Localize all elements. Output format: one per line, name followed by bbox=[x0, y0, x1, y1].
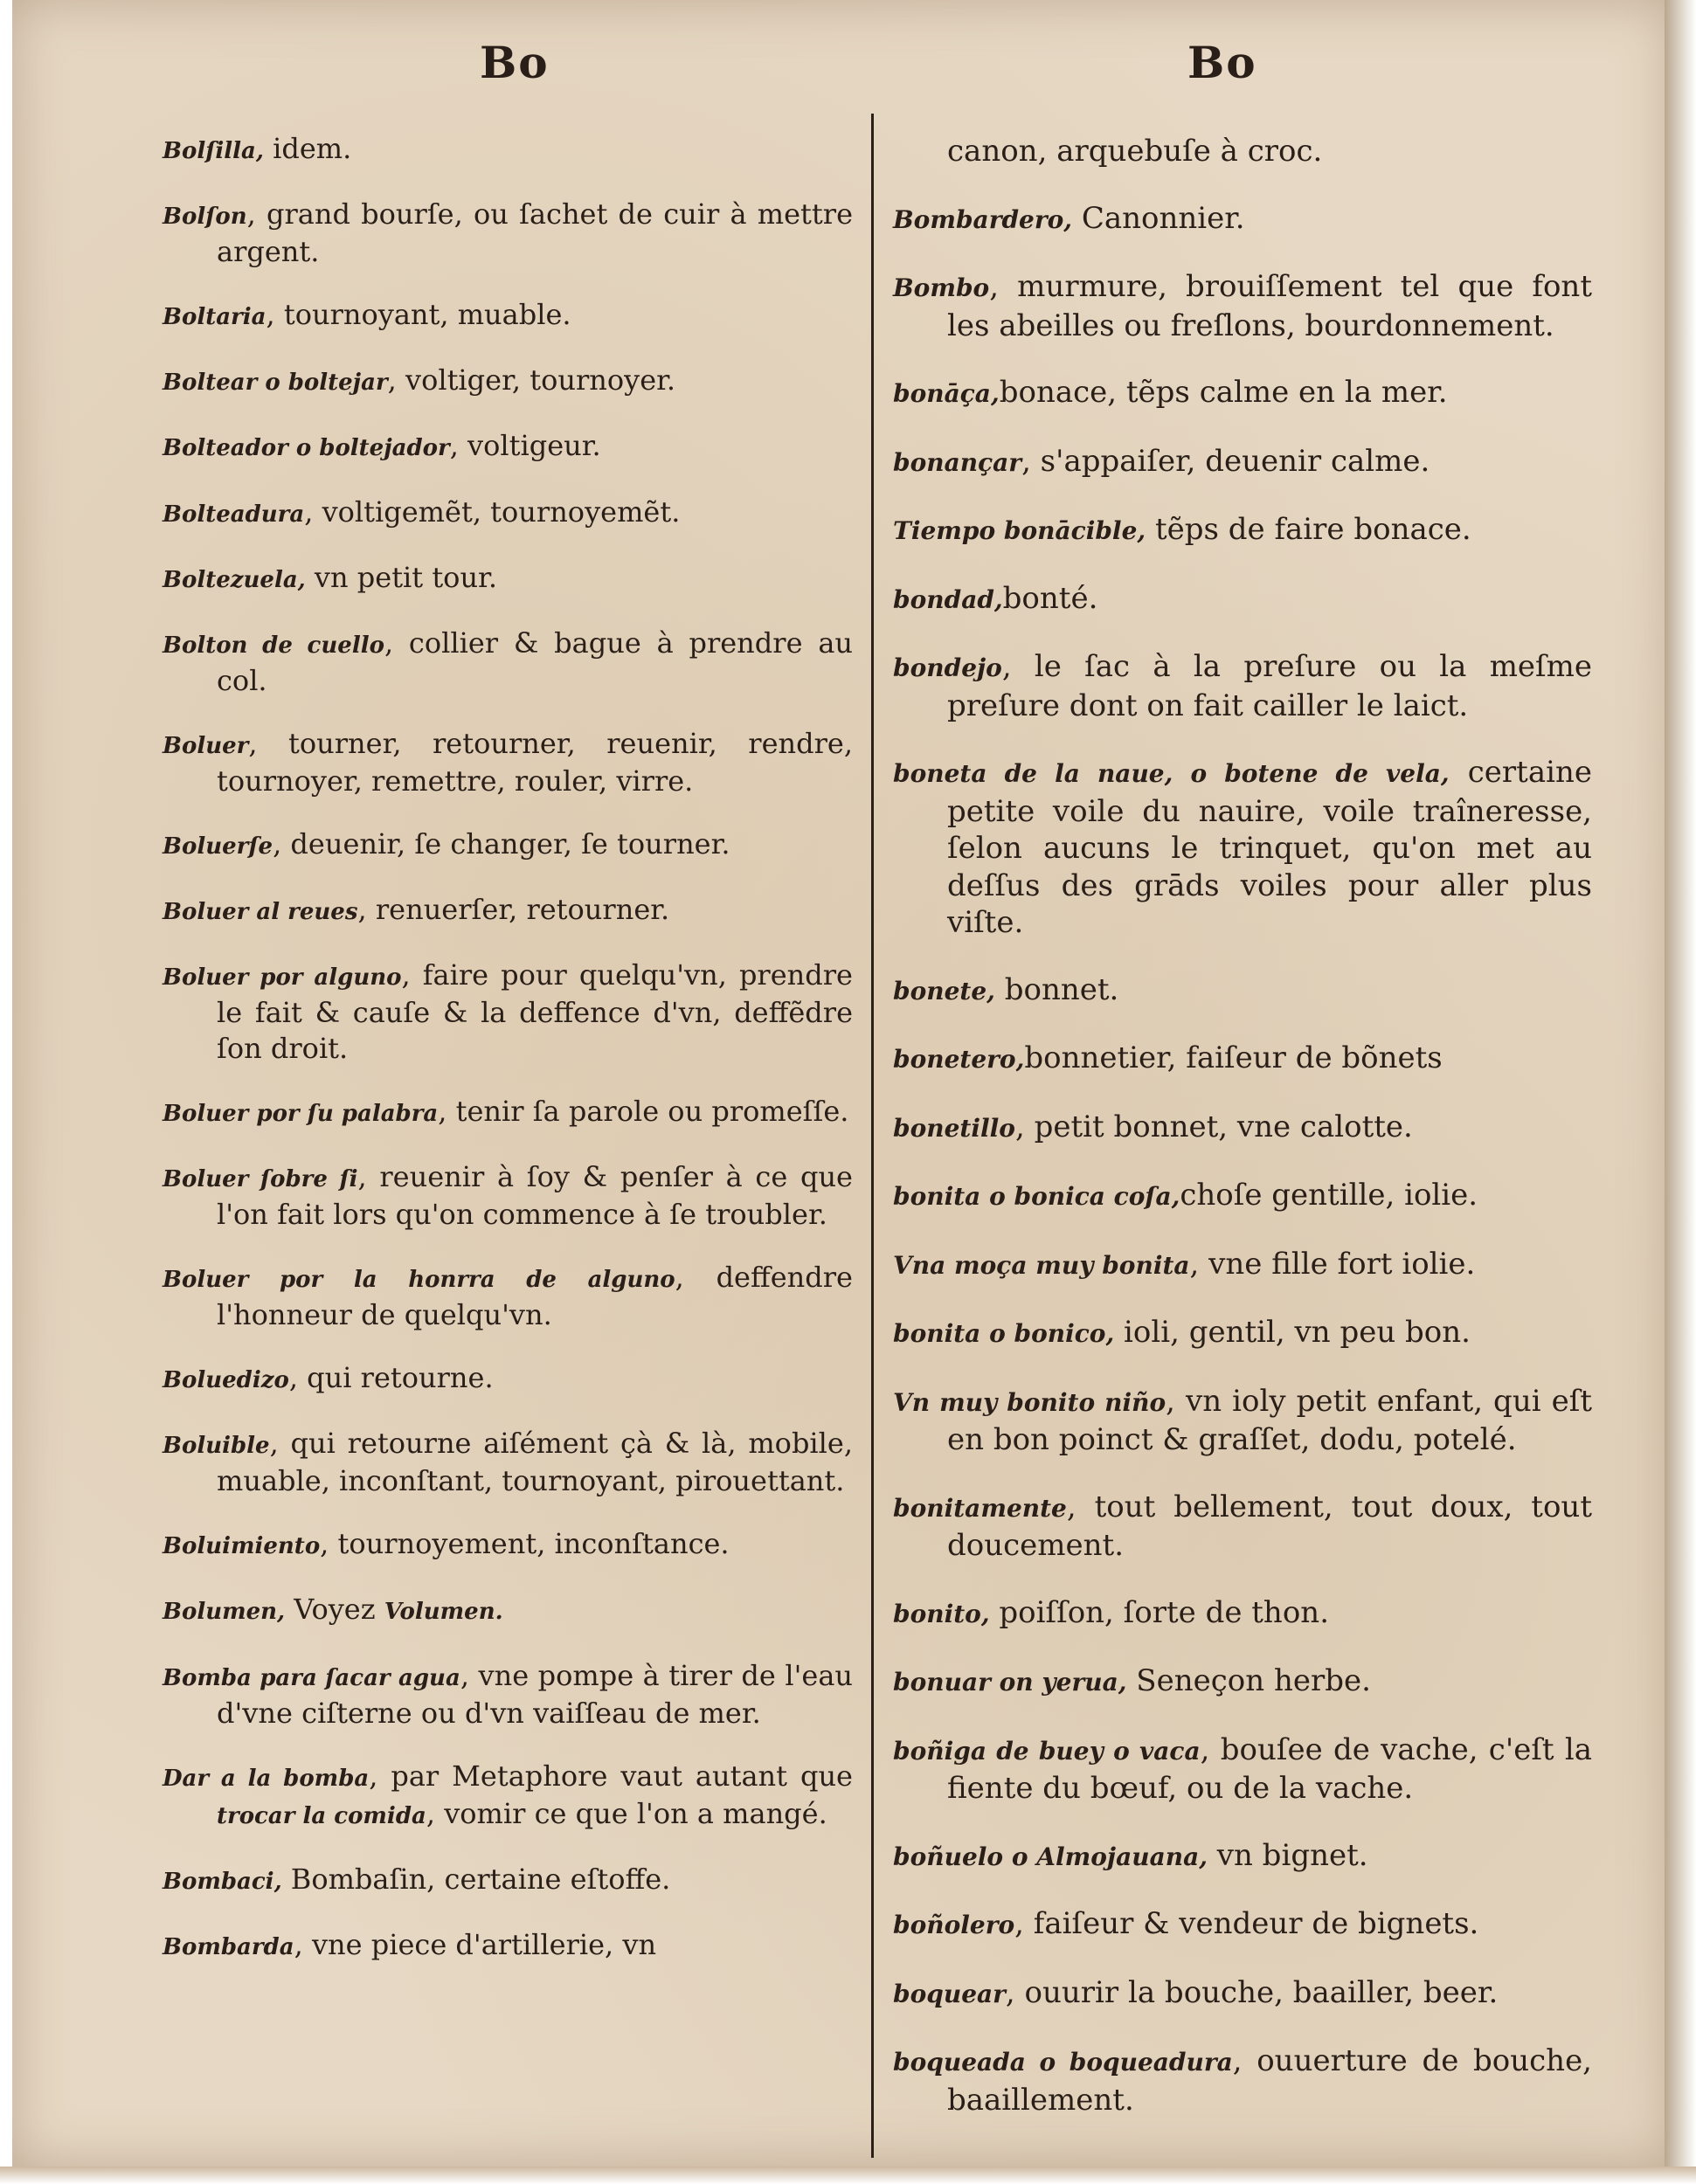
dictionary-entry bbox=[893, 200, 1592, 239]
dictionary-entry bbox=[893, 1974, 1592, 2014]
headword: boquear bbox=[893, 1979, 1006, 2008]
dictionary-entry bbox=[893, 1489, 1592, 1565]
dictionary-entry bbox=[893, 2042, 1592, 2118]
definition: Voyez bbox=[285, 1593, 384, 1627]
dictionary-entry bbox=[893, 1314, 1592, 1353]
dictionary-entry bbox=[893, 648, 1592, 724]
definition: , tournoyement, inconſtance. bbox=[320, 1527, 730, 1561]
dictionary-entry bbox=[893, 511, 1592, 550]
dictionary-entry bbox=[893, 1662, 1592, 1702]
definition: , vn ioly petit enfant, qui eſt en bon poinct & graſſet, dodu, potelé. bbox=[947, 1383, 1592, 1457]
definition: bonnetier, faiſeur de bõnets bbox=[1024, 1040, 1443, 1075]
headword: Vna moça muy bonita bbox=[893, 1250, 1190, 1280]
dictionary-entry bbox=[893, 1383, 1592, 1459]
dictionary-entry bbox=[163, 560, 853, 598]
headword: Bolton de cuello bbox=[163, 632, 384, 659]
left-column bbox=[163, 103, 853, 1993]
definition: , par Metaphore vaut autant que bbox=[369, 1759, 853, 1793]
dictionary-entry bbox=[893, 443, 1592, 482]
definition: , tourner, retourner, reuenir, rendre, tournoyer, remettre, rouler, virre. bbox=[217, 726, 853, 798]
headword: bondad, bbox=[893, 584, 1003, 614]
headword: bonetero, bbox=[893, 1045, 1025, 1074]
headword: Boluer por ſu palabra bbox=[163, 1100, 439, 1127]
definition: , voltigeur. bbox=[449, 429, 601, 463]
dictionary-entry bbox=[163, 1526, 853, 1564]
definition: , murmure, brouiſſement tel que font les abeilles ou freſlons, bourdonnement. bbox=[947, 269, 1592, 343]
dictionary-entry bbox=[163, 726, 853, 798]
definition: tẽps de faire bonace. bbox=[1146, 512, 1471, 547]
page-bottom-edge bbox=[0, 2167, 1696, 2184]
definition: ioli, gentil, vn peu bon. bbox=[1114, 1315, 1471, 1350]
dictionary-entry bbox=[163, 1260, 853, 1332]
headword: bonita o bonica coſa, bbox=[893, 1182, 1180, 1211]
headword: Bombardero, bbox=[893, 204, 1073, 234]
headword: bonetillo bbox=[893, 1113, 1015, 1143]
headword: boñiga de buey o vaca bbox=[893, 1736, 1201, 1766]
dictionary-entry bbox=[893, 1837, 1592, 1876]
headword: boñuelo o Almojauana, bbox=[893, 1842, 1208, 1871]
definition: poiſſon, ſorte de thon. bbox=[989, 1594, 1330, 1630]
headword: bonete, bbox=[893, 976, 995, 1006]
dictionary-entry bbox=[893, 1905, 1592, 1945]
headword: Bombo bbox=[893, 273, 990, 302]
headword: Boluer por alguno bbox=[163, 964, 402, 992]
definition: Bombaſin, certaine eſtoffe. bbox=[281, 1862, 671, 1896]
dictionary-entry bbox=[163, 1426, 853, 1498]
definition: , le ſac à la preſure ou la meſme preſure dont on fait cailler le laict. bbox=[947, 649, 1592, 723]
headword: Tiempo bonācible, bbox=[893, 516, 1146, 545]
headword: bondejo bbox=[893, 653, 1002, 682]
continuation-line: canon, arquebuſe à croc. bbox=[947, 134, 1323, 169]
headword: Bombarda bbox=[163, 1934, 294, 1960]
headword: bonito, bbox=[893, 1599, 990, 1628]
headword: Bolſilla, bbox=[163, 138, 264, 164]
dictionary-entry bbox=[163, 428, 853, 466]
headword: Bolteador o boltejador bbox=[163, 435, 450, 462]
dictionary-entry bbox=[893, 754, 1592, 942]
definition: , qui retourne. bbox=[288, 1361, 494, 1395]
headword: bonāça, bbox=[893, 379, 1000, 408]
headword: Bombaci, bbox=[163, 1868, 282, 1895]
definition: , vne piece d'artillerie, vn bbox=[294, 1928, 657, 1961]
dictionary-entry bbox=[163, 1159, 853, 1232]
definition: bonnet. bbox=[994, 971, 1119, 1007]
right-column bbox=[893, 103, 1592, 2148]
definition: , deffendre l'honneur de quelqu'vn. bbox=[217, 1260, 853, 1331]
dictionary-entry bbox=[163, 1658, 853, 1731]
headword: Bolſon bbox=[163, 204, 247, 231]
dictionary-entry bbox=[893, 268, 1592, 344]
dictionary-entry bbox=[163, 197, 853, 269]
dictionary-entry bbox=[893, 971, 1592, 1011]
dictionary-entry bbox=[893, 1731, 1592, 1807]
definition: Canonnier. bbox=[1072, 200, 1245, 236]
definition: , renuerſer, retourner. bbox=[357, 893, 670, 927]
definition: , reuenir à ſoy & penſer à ce que l'on fait lors qu'on commence à ſe troubler. bbox=[217, 1159, 853, 1231]
headword: Boltear o boltejar bbox=[163, 370, 388, 397]
headword: Vn muy bonito niño bbox=[893, 1387, 1166, 1417]
dictionary-entry bbox=[163, 297, 853, 335]
definition: , deuenir, ſe changer, ſe tourner. bbox=[273, 827, 730, 861]
headword: boñolero bbox=[893, 1911, 1015, 1939]
column-divider bbox=[871, 114, 874, 2158]
definition: bonace, tẽps calme en la mer. bbox=[999, 375, 1448, 410]
headword: Boluer ſobre ſi bbox=[163, 1165, 358, 1192]
dictionary-entry bbox=[163, 131, 853, 169]
headword: Boluer por la honrra de alguno bbox=[163, 1266, 675, 1293]
cross-reference: Volumen. bbox=[384, 1599, 503, 1626]
definition: , qui retourne aiſément çà & là, mobile, muable, inconſtant, tournoyant, pirouettant. bbox=[217, 1427, 853, 1498]
dictionary-entry bbox=[893, 1109, 1592, 1148]
definition: , vne fille fort iolie. bbox=[1189, 1246, 1476, 1282]
definition: , ouuerture de bouche, baaillement. bbox=[947, 2043, 1592, 2118]
headword: Bolteadura bbox=[163, 501, 305, 528]
headword: Boluerſe bbox=[163, 833, 273, 860]
headword: bonitamente bbox=[893, 1493, 1067, 1523]
headword: Boluer bbox=[163, 732, 249, 759]
dictionary-entry bbox=[893, 1177, 1592, 1216]
definition: , bouſee de vache, c'eſt la fiente du bœuf, ou de la vache. bbox=[947, 1731, 1593, 1806]
definition: , voltigemẽt, tournoyemẽt. bbox=[304, 494, 681, 529]
dictionary-entry bbox=[163, 826, 853, 864]
dictionary-entry bbox=[163, 363, 853, 400]
dictionary-entry bbox=[893, 374, 1592, 413]
headword: boqueada o boqueadura bbox=[893, 2048, 1233, 2077]
definition: , petit bonnet, vne calotte. bbox=[1014, 1109, 1413, 1144]
dictionary-entry bbox=[163, 957, 853, 1065]
definition: , tenir ſa parole ou promeſſe. bbox=[438, 1094, 849, 1128]
dictionary-entry bbox=[893, 1594, 1592, 1634]
definition: , collier & bague à prendre au col. bbox=[217, 625, 853, 697]
headword: bonançar bbox=[893, 447, 1022, 477]
definition: , faire pour quelqu'vn, prendre le fait & cauſe & la deffence d'vn, deffẽdre ſon droit. bbox=[217, 958, 853, 1065]
headword: Boluedizo bbox=[163, 1367, 289, 1394]
headword: Boltezuela, bbox=[163, 566, 306, 593]
definition: vn bignet. bbox=[1207, 1837, 1368, 1873]
headword: Boluer al reues bbox=[163, 899, 358, 926]
dictionary-entry bbox=[163, 494, 853, 532]
headword: bonita o bonico, bbox=[893, 1319, 1115, 1348]
dictionary-entry bbox=[163, 1094, 853, 1131]
headword: Boltaria bbox=[163, 304, 267, 331]
headword: Dar a la bomba bbox=[163, 1765, 370, 1792]
definition: Seneçon herbe. bbox=[1126, 1663, 1371, 1698]
dictionary-page bbox=[12, 0, 1672, 2167]
running-head-left: Bo bbox=[480, 37, 550, 88]
running-head-right: Bo bbox=[1187, 37, 1257, 88]
definition: , voltiger, tournoyer. bbox=[387, 363, 676, 397]
definition: , s'appaiſer, deuenir calme. bbox=[1021, 443, 1430, 479]
definition: , ouurir la bouche, baailler, beer. bbox=[1005, 1974, 1499, 2010]
definition: , tournoyant, muable. bbox=[266, 298, 571, 332]
dictionary-entry bbox=[163, 1360, 853, 1398]
definition: , tout bellement, tout doux, tout doucement. bbox=[947, 1489, 1592, 1563]
headword: Bomba para ſacar agua bbox=[163, 1664, 460, 1691]
headword: boneta de la naue, o botene de vela, bbox=[893, 759, 1450, 788]
definition: , faiſeur & vendeur de bignets. bbox=[1014, 1906, 1479, 1941]
inline-phrase: trocar la comida bbox=[217, 1802, 426, 1829]
headword: Bolumen, bbox=[163, 1599, 286, 1626]
definition: idem. bbox=[263, 132, 352, 165]
dictionary-entry bbox=[893, 1246, 1592, 1285]
definition: bonté. bbox=[1002, 580, 1098, 616]
page-edge-shadow bbox=[1665, 0, 1696, 2184]
dictionary-entry bbox=[163, 1592, 853, 1629]
definition: , vne pompe à tirer de l'eau d'vne ciſterne ou d'vn vaiſſeau de mer. bbox=[217, 1658, 854, 1730]
headword: bonuar on yerua, bbox=[893, 1668, 1127, 1697]
definition: , vomir ce que l'on a mangé. bbox=[426, 1796, 827, 1830]
dictionary-entry bbox=[893, 580, 1592, 619]
dictionary-entry bbox=[163, 892, 853, 930]
definition: vn petit tour. bbox=[305, 560, 497, 594]
headword: Boluimiento bbox=[163, 1533, 321, 1560]
dictionary-entry bbox=[163, 1927, 853, 1965]
dictionary-entry bbox=[893, 1040, 1592, 1079]
dictionary-entry bbox=[163, 1759, 853, 1834]
definition: choſe gentille, iolie. bbox=[1180, 1178, 1478, 1213]
definition: certaine petite voile du nauire, voile traîneresse, ſelon aucuns le trinquet, qu'on met au deſſus des grāds voiles pour aller plus viſte. bbox=[947, 755, 1592, 940]
definition: , grand bourſe, ou ſachet de cuir à mettre argent. bbox=[217, 197, 853, 269]
dictionary-entry bbox=[163, 1862, 853, 1899]
dictionary-entry bbox=[163, 625, 853, 698]
headword: Boluible bbox=[163, 1433, 270, 1460]
